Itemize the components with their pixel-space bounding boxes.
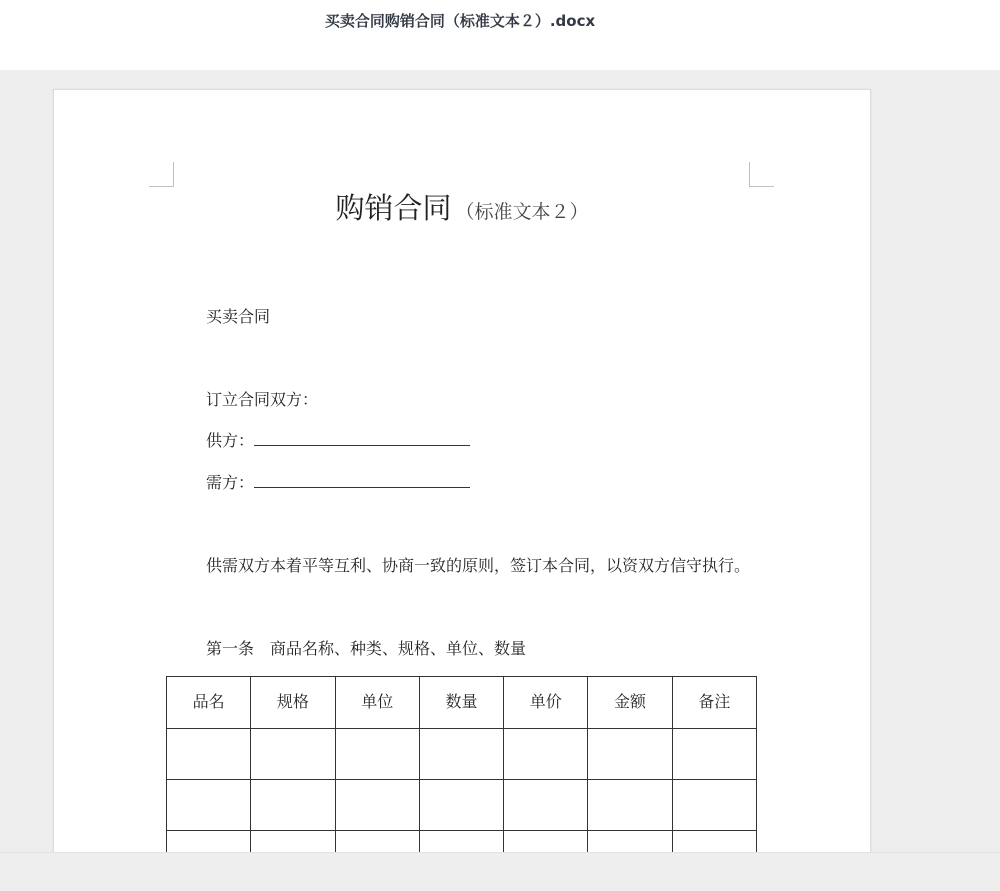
- table-cell: [504, 831, 588, 853]
- buyer-label: 需方：: [206, 473, 255, 492]
- table-cell: [167, 780, 251, 831]
- table-header-cell: 品名: [167, 677, 251, 729]
- table-header-cell: 规格: [251, 677, 335, 729]
- table-cell: [335, 729, 419, 780]
- supplier-line: [206, 428, 470, 451]
- supplier-blank: [254, 431, 470, 446]
- document-title: [54, 186, 870, 227]
- parties-label: 订立合同双方：: [206, 390, 319, 409]
- table-cell: [504, 780, 588, 831]
- table-cell: [251, 831, 335, 853]
- table-row: [167, 729, 757, 780]
- document-viewer[interactable]: [0, 70, 1000, 852]
- table-cell: [419, 831, 503, 853]
- bottom-bar: [0, 852, 1000, 891]
- document-page: [53, 89, 871, 852]
- table-cell: [335, 780, 419, 831]
- buyer-line: [206, 470, 470, 493]
- table-cell: [251, 729, 335, 780]
- table-cell: [672, 780, 756, 831]
- buyer-blank: [254, 473, 470, 488]
- table-row: [167, 831, 757, 853]
- table-cell: [588, 831, 672, 853]
- table-cell: [251, 780, 335, 831]
- principle-paragraph: 供需双方本着平等互利、协商一致的原则，签订本合同，以资双方信守执行。: [206, 556, 751, 575]
- table-cell: [672, 831, 756, 853]
- contract-type-heading: 买卖合同: [206, 307, 271, 326]
- table-header-cell: 金额: [588, 677, 672, 729]
- margin-corner-top-left: [149, 162, 174, 187]
- table-header-cell: 单位: [335, 677, 419, 729]
- margin-corner-top-right: [749, 162, 774, 187]
- table-header-row: [167, 677, 757, 729]
- article-1-title: 第一条 商品名称、种类、规格、单位、数量: [206, 639, 527, 658]
- goods-table: [166, 676, 757, 852]
- table-cell: [504, 729, 588, 780]
- document-title-main: 购销合同: [335, 191, 452, 225]
- table-header-cell: 数量: [419, 677, 503, 729]
- table-cell: [419, 780, 503, 831]
- table-cell: [335, 831, 419, 853]
- document-title-sub: （标准文本２）: [455, 201, 589, 223]
- table-cell: [672, 729, 756, 780]
- table-header-cell: 备注: [672, 677, 756, 729]
- title-bar: [0, 0, 1000, 70]
- table-cell: [167, 831, 251, 853]
- table-cell: [419, 729, 503, 780]
- supplier-label: 供方：: [206, 431, 255, 450]
- table-cell: [588, 729, 672, 780]
- table-header-cell: 单价: [504, 677, 588, 729]
- file-name-title: 买卖合同购销合同（标准文本２）.docx: [324, 12, 596, 30]
- table-cell: [588, 780, 672, 831]
- table-row: [167, 780, 757, 831]
- table-cell: [167, 729, 251, 780]
